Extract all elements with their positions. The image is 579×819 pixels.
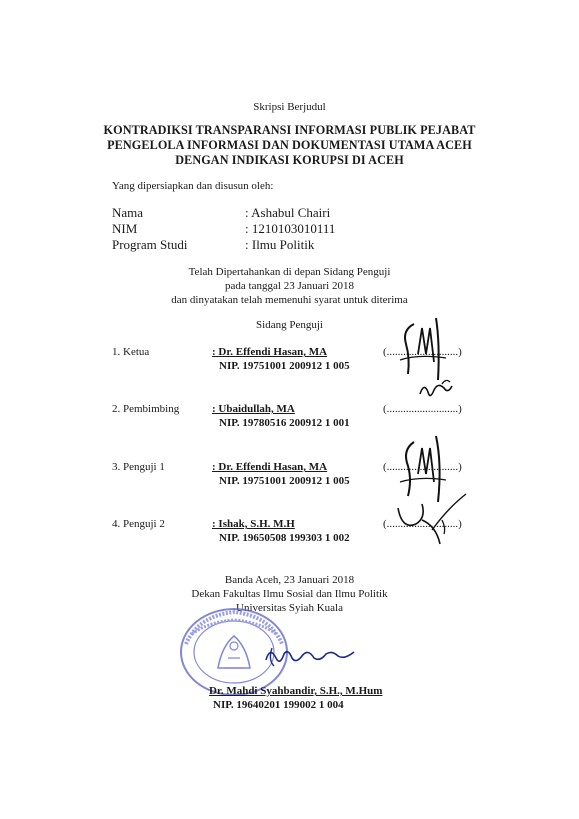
examiner-4-role: 4. Penguji 2 <box>112 518 165 530</box>
examiner-1-nip: NIP. 19751001 200912 1 005 <box>219 360 350 372</box>
examiner-1-role: 1. Ketua <box>112 346 150 358</box>
prepared-by-label: Yang dipersiapkan dan disusun oleh: <box>112 180 274 192</box>
examiner-1-name: : Dr. Effendi Hasan, MA <box>212 346 328 358</box>
examiner-3-name: : Dr. Effendi Hasan, MA <box>212 461 328 473</box>
examiner-2-nip: NIP. 19780516 200912 1 001 <box>219 417 350 429</box>
thesis-title-line-1: KONTRADIKSI TRANSPARANSI INFORMASI PUBLIK PEJABAT <box>103 123 476 137</box>
examiner-3-nip: NIP. 19751001 200912 1 005 <box>219 475 350 487</box>
thesis-title-line-2: PENGELOLA INFORMASI DAN DOKUMENTASI UTAMA ACEH <box>107 138 472 152</box>
committee-heading: Sidang Penguji <box>256 319 323 331</box>
nim-label: NIM <box>112 221 138 236</box>
thesis-title-line-3: DENGAN INDIKASI KORUPSI DI ACEH <box>175 153 404 167</box>
dean-signature <box>262 640 358 670</box>
closing-place-date: Banda Aceh, 23 Januari 2018 <box>224 574 355 586</box>
examiner-2-name: : Ubaidullah, MA <box>212 403 295 415</box>
examiner-3-signature-line: (..........................) <box>383 461 462 473</box>
examiner-4-signature <box>392 490 470 550</box>
examiner-2-signature <box>416 378 456 406</box>
dean-nip: NIP. 19640201 199002 1 004 <box>213 699 344 711</box>
examiner-2-role: 2. Pembimbing <box>112 403 180 415</box>
defense-line-2: pada tanggal 23 Januari 2018 <box>225 280 354 292</box>
examiner-4-nip: NIP. 19650508 199303 1 002 <box>219 532 350 544</box>
defense-line-3: dan dinyatakan telah memenuhi syarat untuk diterima <box>171 294 408 306</box>
nim-value: : 1210103010111 <box>245 221 336 236</box>
dean-name: Dr. Mahdi Syahbandir, S.H., M.Hum <box>209 685 383 697</box>
examiner-2-signature-line: (..........................) <box>383 403 462 415</box>
examiner-4-signature-line: (..........................) <box>383 518 462 530</box>
closing-university: Universitas Syiah Kuala <box>236 602 343 614</box>
document-subtitle: Skripsi Berjudul <box>253 101 326 113</box>
examiner-4-name: : Ishak, S.H. M.H <box>212 518 295 530</box>
name-label: Nama <box>112 205 144 220</box>
program-label: Program Studi <box>112 237 188 252</box>
examiner-3-role: 3. Penguji 1 <box>112 461 165 473</box>
name-value: : Ashabul Chairi <box>245 205 331 220</box>
closing-dean-title: Dekan Fakultas Ilmu Sosial dan Ilmu Politik <box>191 588 388 600</box>
defense-line-1: Telah Dipertahankan di depan Sidang Penguji <box>188 266 391 278</box>
examiner-1-signature-line: (..........................) <box>383 346 462 358</box>
examiner-1-signature <box>388 314 456 386</box>
program-value: : Ilmu Politik <box>245 237 315 252</box>
